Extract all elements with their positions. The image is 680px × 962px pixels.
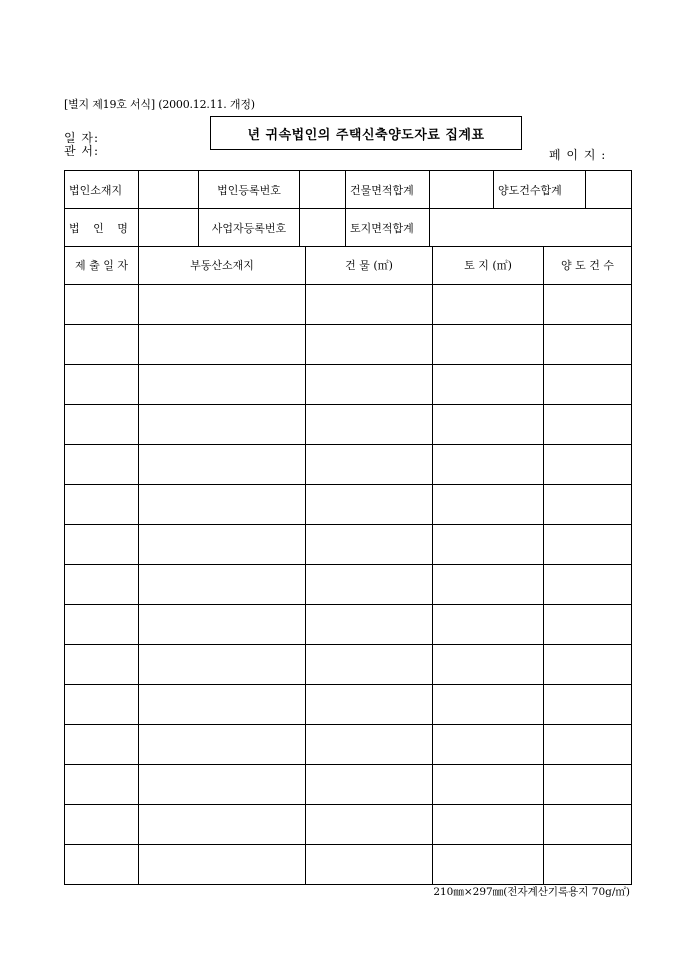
table-row [65,764,632,804]
transfer-count-total-value[interactable] [586,171,632,209]
table-row [65,404,632,444]
cell-land-area[interactable] [433,844,544,884]
cell-transfer-count[interactable] [544,844,632,884]
land-area-total-label: 토지면적합계 [346,209,430,247]
table-row [65,724,632,764]
cell-building-area[interactable] [306,604,433,644]
cell-transfer-count[interactable] [544,364,632,404]
header-building-area: 건 물 (㎡) [306,246,433,284]
cell-land-area[interactable] [433,404,544,444]
table-row [65,284,632,324]
info-row-1 [65,171,632,209]
cell-transfer-count[interactable] [544,484,632,524]
corp-address-label: 법인소재지 [65,171,139,209]
cell-transfer-count[interactable] [544,804,632,844]
corp-address-value[interactable] [139,171,199,209]
corporation-info-table [64,170,632,247]
cell-land-area[interactable] [433,524,544,564]
cell-transfer-count[interactable] [544,444,632,484]
cell-property-location[interactable] [139,364,306,404]
table-row [65,484,632,524]
table-row [65,644,632,684]
cell-submit-date[interactable] [65,364,139,404]
table-row [65,444,632,484]
land-area-total-value[interactable] [430,209,632,247]
date-label: 일 자: [64,131,100,145]
cell-property-location[interactable] [139,324,306,364]
table-row [65,684,632,724]
office-label: 관 서: [64,144,100,158]
header-transfer-count: 양 도 건 수 [544,246,632,284]
transfer-detail-table [64,246,632,885]
cell-property-location[interactable] [139,564,306,604]
cell-transfer-count[interactable] [544,684,632,724]
cell-transfer-count[interactable] [544,644,632,684]
cell-submit-date[interactable] [65,804,139,844]
cell-building-area[interactable] [306,764,433,804]
cell-submit-date[interactable] [65,324,139,364]
cell-property-location[interactable] [139,484,306,524]
cell-land-area[interactable] [433,564,544,604]
cell-building-area[interactable] [306,844,433,884]
table-row [65,804,632,844]
cell-transfer-count[interactable] [544,284,632,324]
cell-building-area[interactable] [306,284,433,324]
info-row-2 [65,209,632,247]
cell-submit-date[interactable] [65,564,139,604]
cell-transfer-count[interactable] [544,764,632,804]
cell-submit-date[interactable] [65,484,139,524]
form-number-note: [별지 제19호 서식] (2000.12.11. 개정) [64,98,255,111]
corp-name-label: 법 인 명 [65,209,139,247]
cell-building-area[interactable] [306,364,433,404]
biz-reg-no-label: 사업자등록번호 [199,209,300,247]
cell-building-area[interactable] [306,404,433,444]
cell-land-area[interactable] [433,364,544,404]
cell-property-location[interactable] [139,644,306,684]
cell-submit-date[interactable] [65,444,139,484]
cell-building-area[interactable] [306,724,433,764]
table-row [65,844,632,884]
cell-land-area[interactable] [433,324,544,364]
cell-building-area[interactable] [306,324,433,364]
cell-property-location[interactable] [139,524,306,564]
cell-building-area[interactable] [306,564,433,604]
cell-land-area[interactable] [433,484,544,524]
cell-building-area[interactable] [306,804,433,844]
cell-land-area[interactable] [433,804,544,844]
cell-transfer-count[interactable] [544,324,632,364]
corp-reg-no-value[interactable] [300,171,346,209]
corp-reg-no-label: 법인등록번호 [199,171,300,209]
cell-land-area[interactable] [433,724,544,764]
cell-property-location[interactable] [139,444,306,484]
cell-land-area[interactable] [433,764,544,804]
cell-building-area[interactable] [306,524,433,564]
header-property-location: 부동산소재지 [139,246,306,284]
table-row [65,524,632,564]
cell-building-area[interactable] [306,684,433,724]
cell-building-area[interactable] [306,444,433,484]
cell-submit-date[interactable] [65,724,139,764]
title-box [210,116,522,150]
cell-property-location[interactable] [139,724,306,764]
table-row [65,324,632,364]
building-area-total-label: 건물면적합계 [346,171,430,209]
cell-land-area[interactable] [433,644,544,684]
corp-name-value[interactable] [139,209,199,247]
cell-transfer-count[interactable] [544,604,632,644]
cell-submit-date[interactable] [65,604,139,644]
cell-property-location[interactable] [139,604,306,644]
cell-building-area[interactable] [306,484,433,524]
table-row [65,604,632,644]
paper-spec-footer: 210㎜×297㎜(전자계산기록용지 70g/㎡) [433,886,630,898]
cell-transfer-count[interactable] [544,404,632,444]
cell-property-location[interactable] [139,284,306,324]
cell-land-area[interactable] [433,284,544,324]
header-submit-date: 제 출 일 자 [65,246,139,284]
cell-submit-date[interactable] [65,524,139,564]
cell-submit-date[interactable] [65,644,139,684]
cell-transfer-count[interactable] [544,724,632,764]
page-number-label: 페 이 지 : [549,148,607,162]
cell-land-area[interactable] [433,604,544,644]
cell-submit-date[interactable] [65,764,139,804]
cell-submit-date[interactable] [65,284,139,324]
cell-submit-date[interactable] [65,404,139,444]
detail-header-row [65,246,632,284]
cell-submit-date[interactable] [65,844,139,884]
cell-land-area[interactable] [433,444,544,484]
cell-property-location[interactable] [139,404,306,444]
cell-property-location[interactable] [139,844,306,884]
transfer-count-total-label: 양도건수합계 [494,171,586,209]
cell-land-area[interactable] [433,684,544,724]
building-area-total-value[interactable] [430,171,494,209]
biz-reg-no-value[interactable] [300,209,346,247]
cell-transfer-count[interactable] [544,524,632,564]
page-title: 년 귀속법인의 주택신축양도자료 집계표 [247,127,485,143]
cell-transfer-count[interactable] [544,564,632,604]
cell-property-location[interactable] [139,804,306,844]
cell-submit-date[interactable] [65,684,139,724]
header-land-area: 토 지 (㎡) [433,246,544,284]
table-row [65,364,632,404]
cell-building-area[interactable] [306,644,433,684]
cell-property-location[interactable] [139,764,306,804]
cell-property-location[interactable] [139,684,306,724]
table-row [65,564,632,604]
